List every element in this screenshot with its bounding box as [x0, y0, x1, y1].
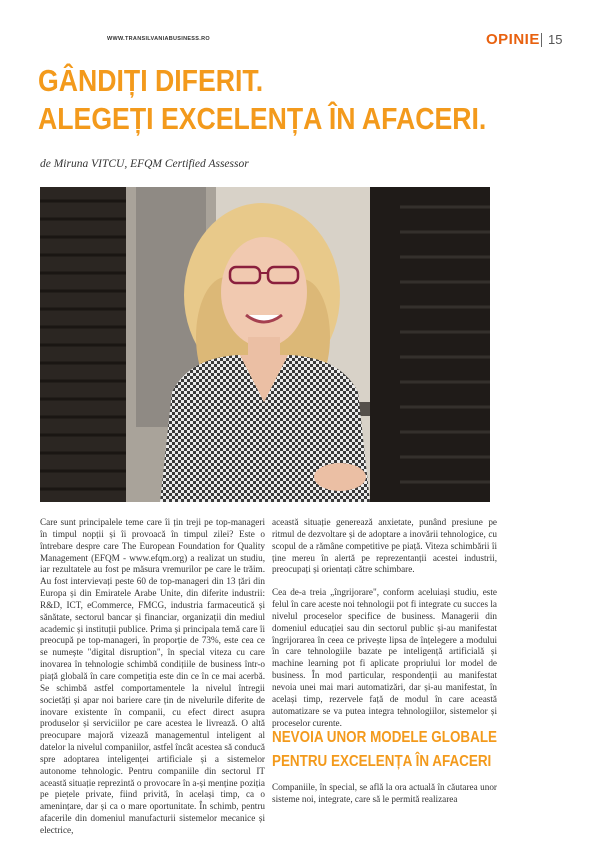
author-photo: [40, 187, 490, 502]
title-line-2: ALEGEȚI EXCELENȚA ÎN AFACERI.: [38, 101, 487, 136]
article-column-2-continued: [272, 782, 497, 832]
section-subheading: [272, 726, 498, 774]
byline: de Miruna VITCU, EFQM Certified Assessor: [40, 158, 249, 170]
title-line-1: GÂNDIȚI DIFERIT.: [38, 63, 264, 98]
header-divider: [541, 33, 542, 47]
site-url: WWW.TRANSILVANIABUSINESS.RO: [107, 36, 210, 42]
page-number: 15: [548, 32, 563, 47]
subheading-line-2: PENTRU EXCELENȚA ÎN AFACERI: [272, 753, 492, 770]
article-column-2: [272, 517, 497, 729]
section-label: OPINIE: [486, 31, 540, 48]
article-column-1: [40, 517, 265, 837]
article-title: [38, 62, 502, 138]
paragraph: Cea de-a treia „îngrijorare", conform aceluiași studiu, este felul în care aceste noi tehnologii pot fi integrate cu succes la nivelul proceselor specifice de business. Managerii din domeniul educației sau din sectorul public și-au manifestat îngrijorarea în ceea ce privește lipsa de înțelegere a modului în care tehnologiile bazate pe inteligență artificială și machine learning pot fi aplicate propriului lor model de business. În mod particular, respondenții au manifestat nevoia unei mai mari automatizări, dar și-au manifestat, în același timp, rezervele față de modul în care această automatizare se va putea integra tehnologiilor, sistemelor și proceselor curente.: [272, 587, 497, 728]
author-photo-illustration: [40, 187, 490, 502]
paragraph: Companiile, în special, se află la ora actuală în căutarea unor sisteme noi, integrate, care să le permită realizarea: [272, 782, 497, 804]
paragraph: Care sunt principalele teme care îi țin treji pe top-manageri în timpul nopții și îi provoacă în timpul zilei? Este o întrebare despre care The European Foundation for Quality Management (EFQM - www.efqm.org) a realizat un studiu, iar rezultatele au fost pe măsura vremurilor pe care le trăim. Au fost intervievați peste 60 de top-manageri din 13 țări din Europa și din Emiratele Arabe Unite, din diferite industrii: R&D, ICT, eCommerce, FMCG, industria farmaceutică și sănătate, sectorul bancar și financiar, organizații din mediul academic și instituții publice. Prima și principala temă care îi preocupă pe top-manageri, în proporție de 73%, este cea ce se numește "digital disruption", în special viteza cu care inovarea în tehnologie schimbă condițiile de business într-o piață globală în care competiția este din ce în ce mai acerbă. Se schimbă astfel comportamentele la nivelul întregii societăți și apar noi bariere care țin de nivelurile diferite de inovare existente în companii, cu efect direct asupra produselor și serviciilor pe care acestea le livrează. O altă preocupare majoră vizează managementul inteligent al datelor la nivelul companiilor, astfel încât acestea să conducă spre adoptarea inteligenței artificiale și a sistemelor autonome tehnologic. Pentru companiile din sectorul IT această situație reprezintă o provocare în a-și menține poziția pe piețele private, fiind privită, în același timp, ca o amenințare, dar și ca o mare oportunitate. În schimb, pentru afacerile din domeniul manufacturii sistemelor mecanice și electrice,: [40, 517, 265, 835]
paragraph: această situație generează anxietate, punând presiune pe ritmul de dezvoltare și de adoptare a inovării tehnologice, cu scopul de a rămâne competitive pe piață. Viteza schimbării îi ține mereu în alertă pe reprezentanții acestei industrii, preocupați și orientați către schimbare.: [272, 517, 497, 575]
subheading-line-1: NEVOIA UNOR MODELE GLOBALE: [272, 729, 498, 746]
